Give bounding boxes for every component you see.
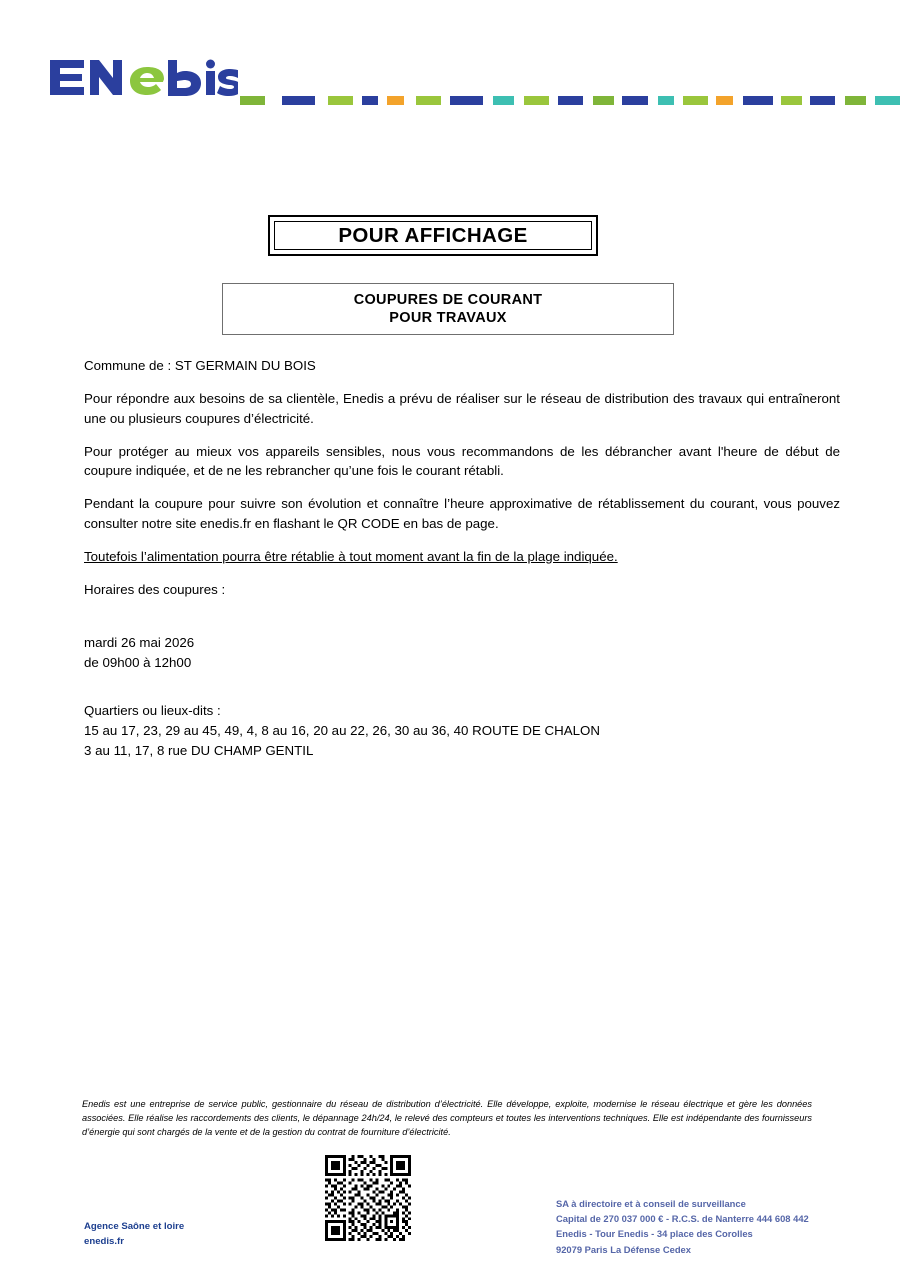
schedule-date: mardi 26 mai 2026 [84, 635, 195, 651]
company-line-1: SA à directoire et à conseil de surveillance [556, 1198, 746, 1209]
paragraph-2: Pour protéger au mieux vos appareils sensibles, nous vous recommandons de les débrancher avant l'heure de début de coupure indiquée, et de ne les rebrancher qu’une fois le courant rétabli. [84, 443, 840, 479]
poster-title-text: POUR AFFICHAGE [338, 223, 528, 247]
enedis-logo [48, 52, 238, 100]
poster-title-box [268, 215, 598, 256]
company-line-2: Capital de 270 037 000 € - R.C.S. de Nanterre 444 608 442 [556, 1213, 809, 1225]
legal-notice: Enedis est une entreprise de service public, gestionnaire du réseau de distribution d’électricité. Elle développe, exploite, modernise le réseau électrique et gère les données associées. Elle réalise les raccordements des clients, le dépannage 24h/24, le relevé des compteurs et toutes les interventions techniques. Elle est indépendante des fournisseurs d’énergie qui sont chargés de la vente et de la gestion du contrat de fourniture d’électricité. [82, 1099, 812, 1137]
agency-name: Agence Saône et loire [84, 1221, 185, 1232]
areas-block [84, 701, 840, 761]
company-info-block [556, 1196, 809, 1257]
schedule-block [84, 633, 840, 673]
commune-line: Commune de : ST GERMAIN DU BOIS [84, 358, 316, 373]
areas-label: Quartiers ou lieux-dits : [84, 703, 221, 719]
company-line-4: 92079 Paris La Défense Cedex [556, 1243, 691, 1255]
agency-website-link[interactable]: enedis.fr [84, 1235, 124, 1247]
subject-line-2: POUR TRAVAUX [389, 310, 507, 326]
agency-block [84, 1220, 184, 1250]
areas-line-2: 3 au 11, 17, 8 rue DU CHAMP GENTIL [84, 743, 314, 759]
poster-title-inner [274, 221, 592, 250]
company-line-3: Enedis - Tour Enedis - 34 place des Corolles [556, 1228, 753, 1240]
schedule-time: de 09h00 à 12h00 [84, 655, 192, 671]
subject-box [222, 283, 674, 335]
qr-code[interactable] [325, 1155, 411, 1241]
document-body [84, 356, 840, 761]
paragraph-4-underlined: Toutefois l’alimentation pourra être rétablie à tout moment avant la fin de la plage indiquée. [84, 548, 618, 564]
schedule-label: Horaires des coupures : [84, 582, 226, 598]
subject-line-1: COUPURES DE COURANT [353, 292, 543, 308]
paragraph-3: Pendant la coupure pour suivre son évolution et connaître l’heure approximative de rétablissement du courant, vous pouvez consulter notre site enedis.fr en flashant le QR CODE en bas de page. [84, 496, 840, 531]
document-header [0, 52, 900, 114]
brand-ribbon [240, 96, 900, 105]
areas-line-1: 15 au 17, 23, 29 au 45, 49, 4, 8 au 16, 20 au 22, 26, 30 au 36, 40 ROUTE DE CHALON [84, 723, 600, 739]
paragraph-1: Pour répondre aux besoins de sa clientèle, Enedis a prévu de réaliser sur le réseau de distribution des travaux qui entraîneront une ou plusieurs coupures d’électricité. [84, 391, 840, 426]
